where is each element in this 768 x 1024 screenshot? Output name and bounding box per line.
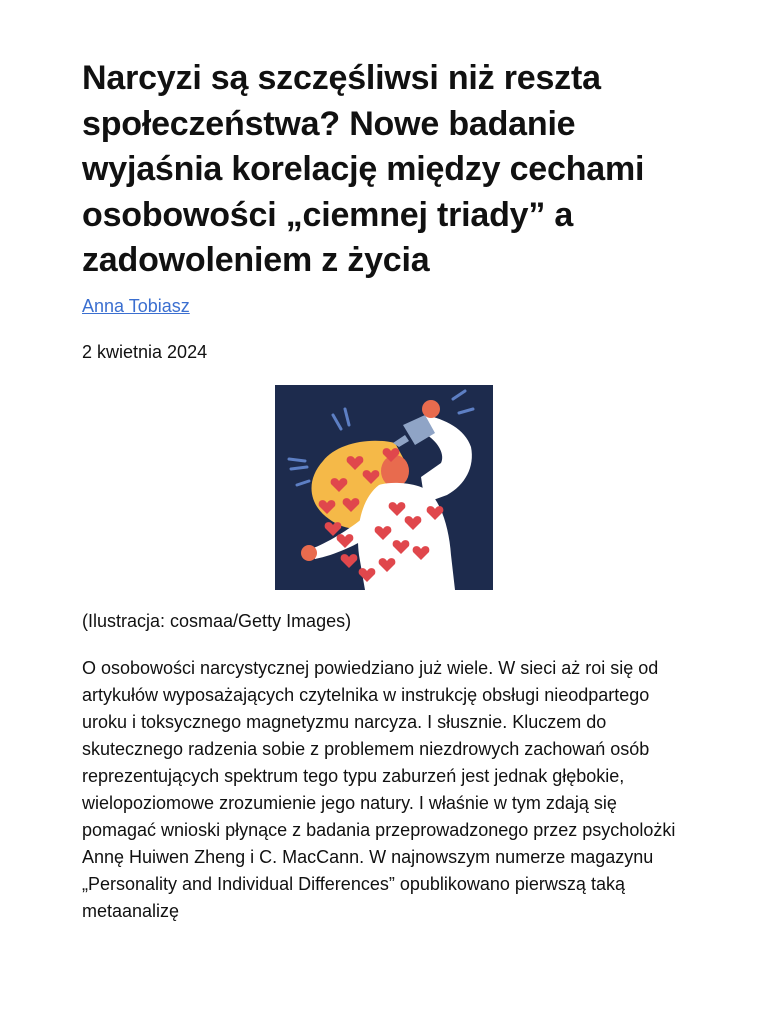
hand	[422, 400, 440, 418]
article-illustration	[275, 385, 493, 590]
article-body: O osobowości narcystycznej powiedziano już wiele. W sieci aż roi się od artykułów wyposażających czytelnika w instrukcję obsługi nieodpartego uroku i toksycznego magnetyzmu narcyza. I słusznie. Kluczem do skutecznego radzenia sobie z problemem niezdrowych zachowań osób reprezentujących spektrum tego typu zaburzeń jest jednak głębokie, wielopoziomowe zrozumienie jego natury. I właśnie w tym zdają się pomagać wnioski płynące z badania przeprowadzonego przez psycholożki Annę Huiwen Zheng i C. MacCann. W najnowszym numerze magazynu „Personality and Individual Differences” opublikowano pierwszą taką metaanalizę	[82, 658, 676, 921]
face	[381, 455, 409, 487]
left-hand	[301, 545, 317, 561]
image-caption: (Ilustracja: cosmaa/Getty Images)	[82, 611, 352, 631]
illustration-svg	[275, 385, 493, 590]
article-title: Narcyzi są szczęśliwsi niż reszta społeczeństwa? Nowe badanie wyjaśnia korelację między cechami osobowości „ciemnej triady” a zadowoleniem z życia	[82, 59, 645, 279]
publish-date: 2 kwietnia 2024	[82, 342, 208, 362]
author-link[interactable]: Anna Tobiasz	[82, 296, 190, 316]
